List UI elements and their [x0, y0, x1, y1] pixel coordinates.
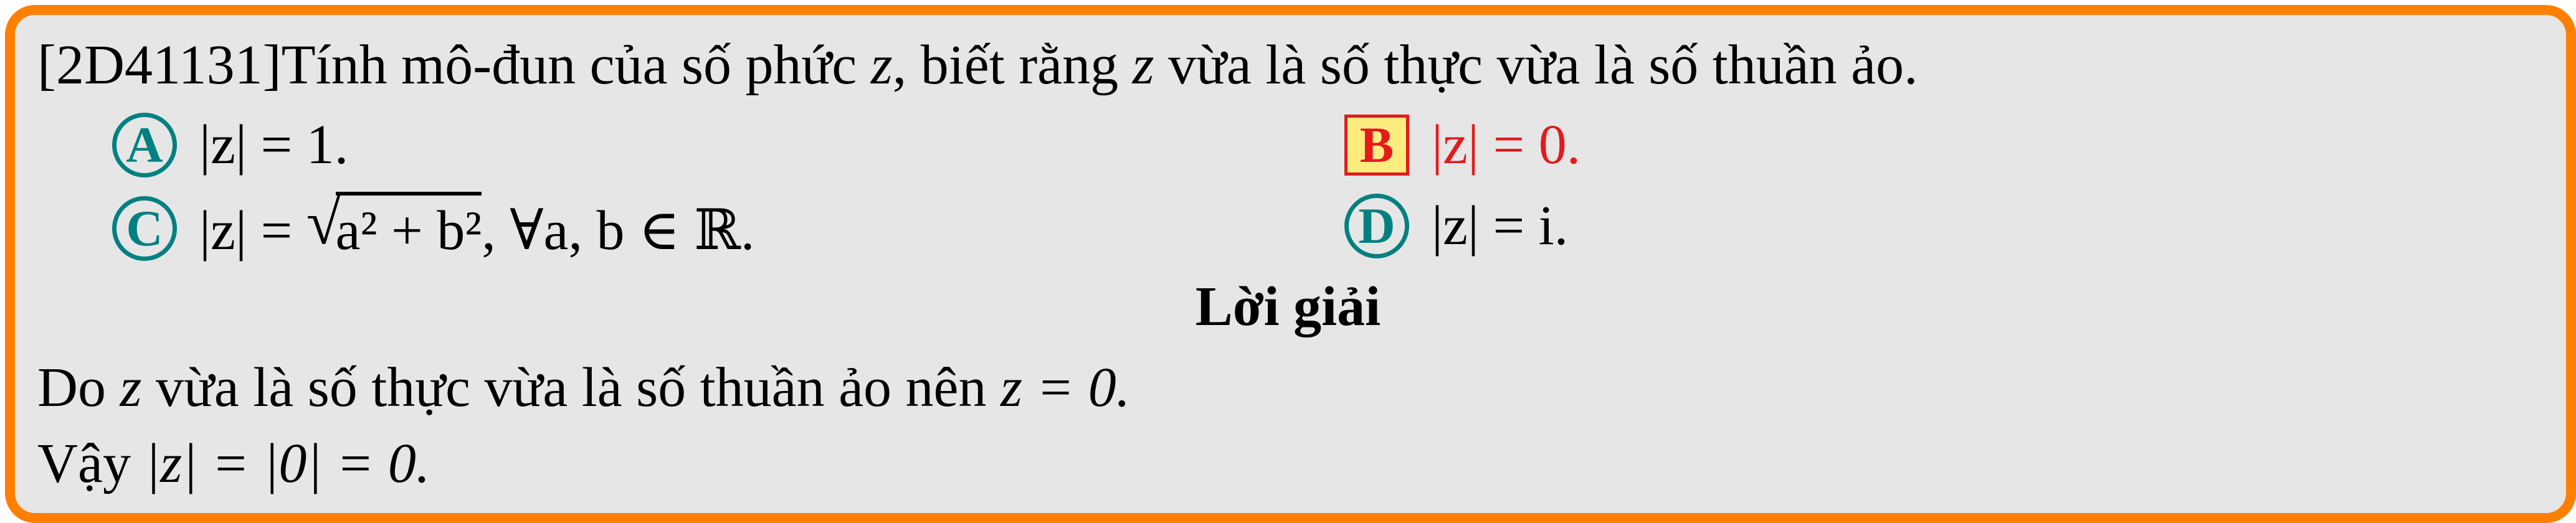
- square-root-expression: [306, 187, 482, 265]
- choice-b-text: |z| = 0.: [1432, 114, 1581, 176]
- choice-d-label[interactable]: D: [1344, 194, 1409, 258]
- choice-a-label[interactable]: A: [112, 113, 177, 177]
- question-line: [37, 31, 1918, 100]
- solution-line-2: [37, 430, 430, 498]
- question-text-1: Tính mô-đun của số phức: [281, 34, 871, 96]
- choice-b-label[interactable]: B: [1344, 115, 1409, 176]
- question-text-3: vừa là số thực vừa là số thuần ảo.: [1154, 34, 1918, 96]
- solution-line-1-middle: vừa là số thực vừa là số thuần ảo nên: [141, 357, 1001, 418]
- choice-c-text: [199, 187, 755, 265]
- solution-title: Lời giải: [1195, 276, 1381, 337]
- choice-c-label[interactable]: C: [112, 196, 177, 261]
- choice-c-sqrt-body: a² + b²: [336, 192, 482, 265]
- solution-line-2-start: Vậy: [37, 433, 145, 494]
- choice-d-text: |z| = i.: [1432, 195, 1569, 257]
- solution-equation-z-zero: z = 0.: [1000, 357, 1131, 418]
- choice-a-text: |z| = 1.: [199, 114, 349, 176]
- solution-variable-z: z: [120, 357, 142, 418]
- choice-c-prefix: |z| =: [199, 200, 307, 262]
- choice-d[interactable]: [1344, 192, 1568, 260]
- radical-icon: √: [306, 187, 341, 257]
- solution-modulus-equation: |z| = |0| = 0.: [145, 433, 430, 494]
- solution-line-1-start: Do: [37, 357, 120, 418]
- question-code: [2D41131]: [37, 34, 282, 96]
- choice-c[interactable]: [112, 187, 755, 265]
- choice-b-correct[interactable]: [1344, 111, 1580, 179]
- solution-line-1: [37, 354, 1130, 422]
- question-variable-z-2: z: [1132, 34, 1154, 96]
- choice-c-suffix: , ∀a, b ∈ ℝ.: [482, 200, 755, 262]
- question-text-2: , biết rằng: [892, 34, 1133, 96]
- choice-a[interactable]: [112, 111, 348, 179]
- question-variable-z-1: z: [870, 34, 893, 96]
